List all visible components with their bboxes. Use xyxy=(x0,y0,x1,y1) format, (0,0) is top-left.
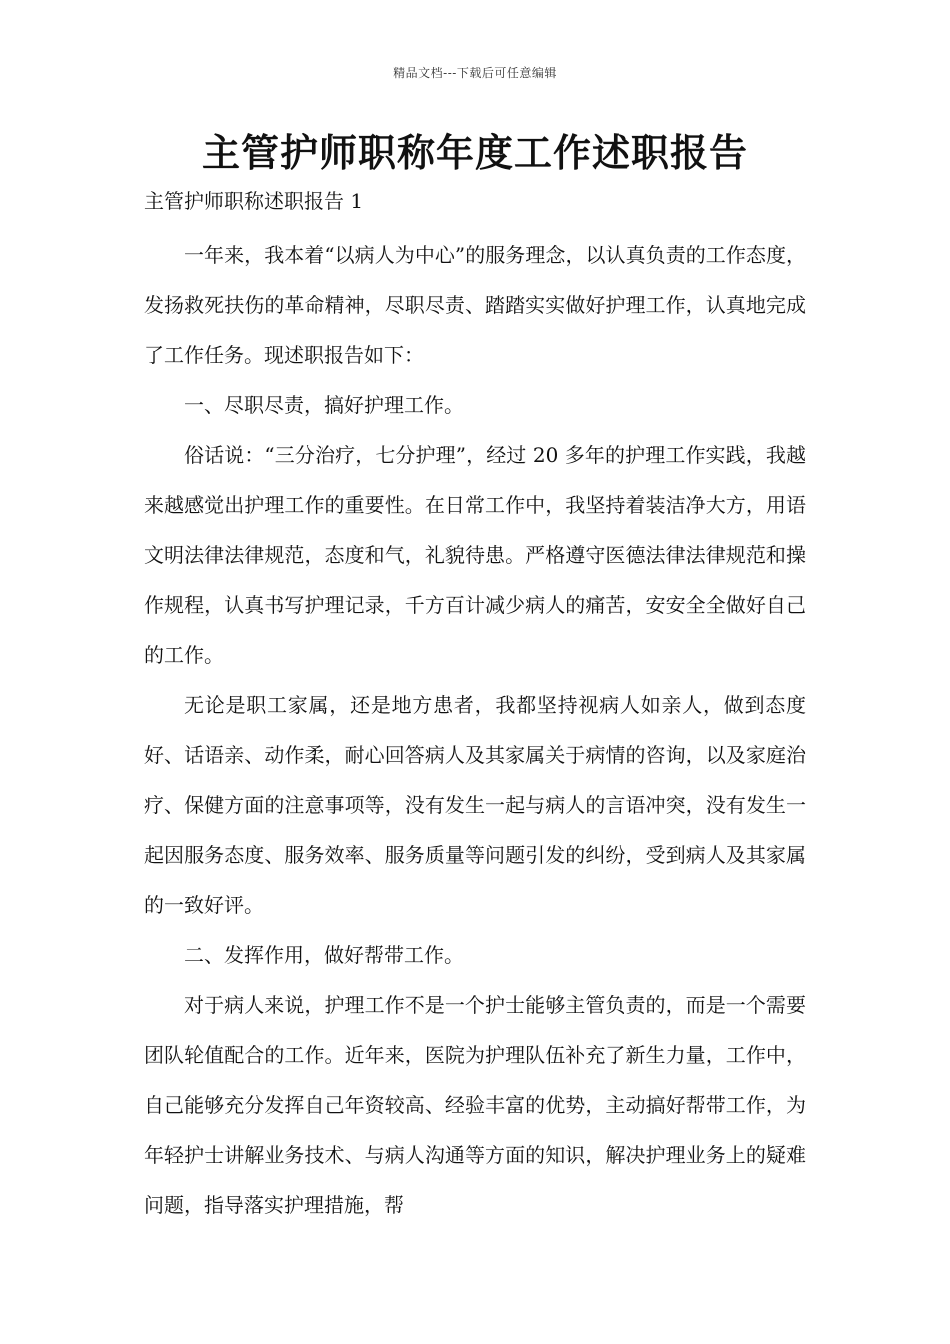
page-header: 精品文档---下载后可任意编辑 xyxy=(393,66,557,80)
paragraph: 无论是职工家属，还是地方患者，我都坚持视病人如亲人，做到态度好、话语亲、动作柔，耐心回答病人及其家属关于病情的咨询，以及家庭治疗、保健方面的注意事项等，没有发生一起与病人的言语冲突，没有发生一起因服务态度、服务效率、服务质量等问题引发的纠纷，受到病人及其家属的一致好评。 xyxy=(144,693,806,917)
paragraph: 对于病人来说，护理工作不是一个护士能够主管负责的，而是一个需要团队轮值配合的工作。近年来，医院为护理队伍补充了新生力量，工作中，自己能够充分发挥自己年资较高、经验丰富的优势，主动搞好帮带工作，为年轻护士讲解业务技术、与病人沟通等方面的知识，解决护理业务上的疑难问题，指导落实护理措施，帮 xyxy=(144,993,806,1217)
section-heading: 一、尽职尽责，搞好护理工作。 xyxy=(184,393,464,417)
paragraph: 一年来，我本着“以病人为中心”的服务理念，以认真负责的工作态度，发扬救死扶伤的革命精神，尽职尽责、踏踏实实做好护理工作，认真地完成了工作任务。现述职报告如下： xyxy=(144,243,806,367)
paragraph: 俗话说：“三分治疗，七分护理”，经过 20 多年的护理工作实践，我越来越感觉出护理工作的重要性。在日常工作中，我坚持着装洁净大方，用语文明法律法律规范，态度和气，礼貌待患。严格遵守医德法律法律规范和操作规程，认真书写护理记录，千方百计减少病人的痛苦，安安全全做好自己的工作。 xyxy=(144,443,806,667)
section-subtitle: 主管护师职称述职报告 1 xyxy=(144,189,364,213)
document-body xyxy=(144,230,806,1230)
document-title: 主管护师职称年度工作述职报告 xyxy=(201,131,748,175)
section-heading: 二、发挥作用，做好帮带工作。 xyxy=(184,943,464,967)
